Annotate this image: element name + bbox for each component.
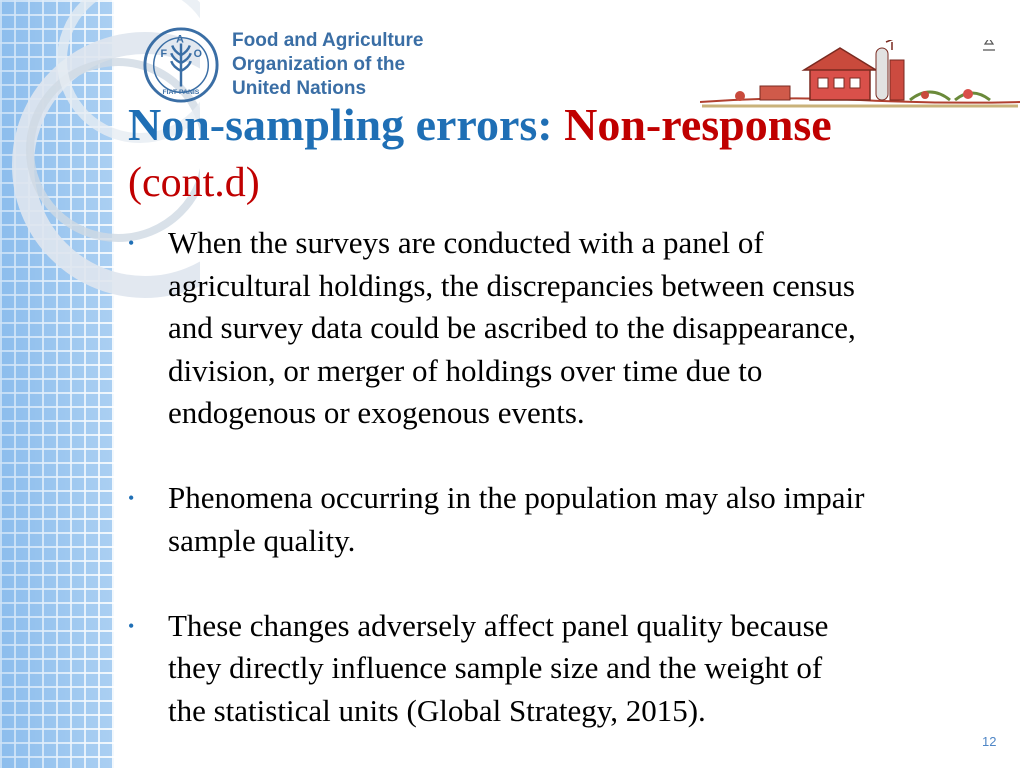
bullet-dot-icon: • <box>128 233 135 253</box>
fao-logo <box>142 26 423 104</box>
org-line-1: Food and Agriculture <box>232 30 424 51</box>
slide-subtitle: (cont.d) <box>128 160 260 206</box>
page-number: 12 <box>982 734 997 749</box>
bullet-dot-icon: • <box>128 615 135 636</box>
bullet-text: Phenomena occurring in the population may also impair sample quality. <box>168 480 865 558</box>
title-blue-part: Non-sampling errors: <box>128 99 565 150</box>
bullet-text: When the surveys are conducted with a panel of agricultural holdings, the discrepancies between census and survey data could be ascribed to the disappearance, division, or merger of holdings over time due to endogenous or exogenous events. <box>168 225 856 430</box>
bullet-text: These changes adversely affect panel quality because they directly influence sample size and the weight of the statistical units (Global Strategy, 2015). <box>168 607 829 728</box>
slide-title <box>128 96 1008 154</box>
bullet-list <box>128 222 988 732</box>
fao-org-name <box>232 29 423 101</box>
emblem-motto: FIAT PANIS <box>162 89 200 97</box>
emblem-letter-f: F <box>160 48 168 61</box>
bullet-item <box>128 605 988 733</box>
org-line-2: Organization of the <box>232 54 406 75</box>
emblem-letter-o: O <box>193 48 203 61</box>
bullet-spacer <box>128 435 988 478</box>
title-red-part: Non-response <box>564 99 832 150</box>
org-line-3: United Nations <box>232 78 367 99</box>
bullet-spacer <box>128 562 988 605</box>
bullet-item <box>128 222 988 435</box>
bullet-item <box>128 477 988 562</box>
bullet-dot-icon: • <box>128 488 135 508</box>
fao-wheat-emblem-icon <box>142 26 220 104</box>
emblem-letter-a: A <box>176 33 184 46</box>
